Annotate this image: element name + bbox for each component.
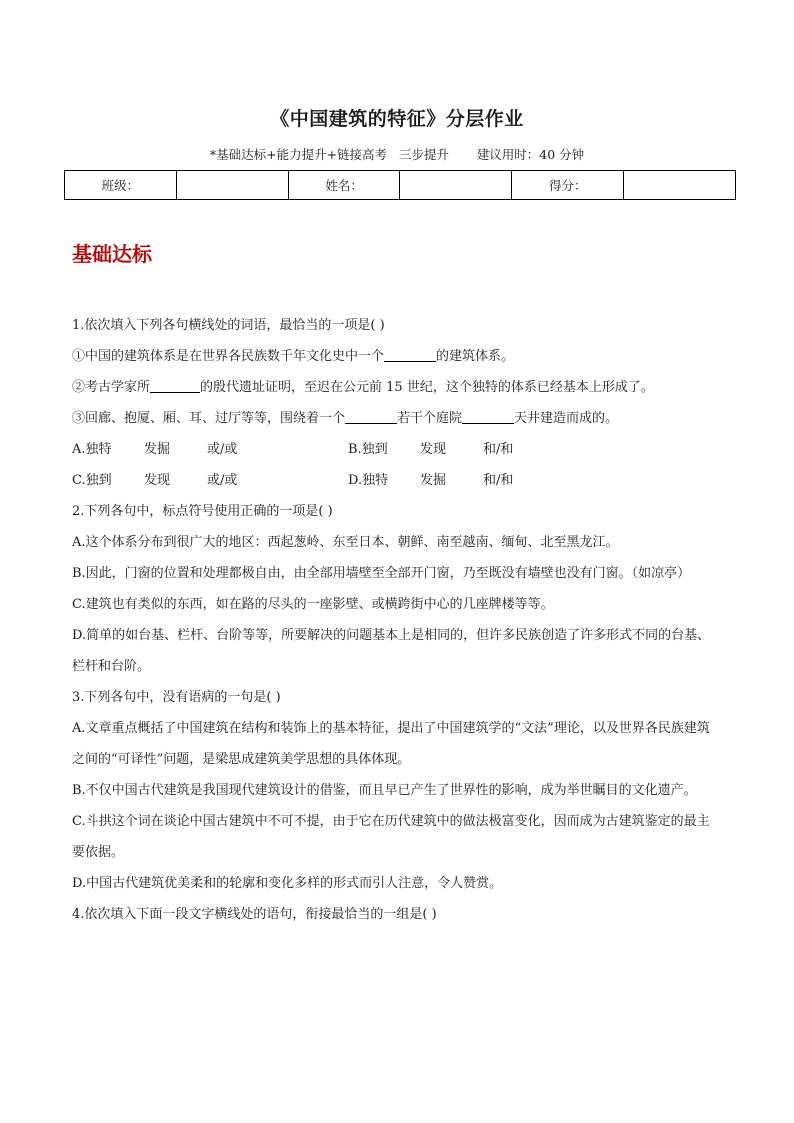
sentence-text: 的殷代遗址证明，至迟在公元前 15 世纪，这个独特的体系已经基本上形成了。 (200, 380, 654, 395)
question-2-option-b[interactable]: B.因此，门窗的位置和处理都极自由，由全部用墙壁至全部开门窗，乃至既没有墙壁也没有门窗。（如凉亭） (72, 566, 691, 581)
option-word: 或/或 (207, 473, 238, 488)
question-2-option-c[interactable]: C.建筑也有类似的东西，如在路的尽头的一座影壁、或横跨街中心的几座牌楼等等。 (72, 597, 554, 612)
option-word: B.独到 (348, 442, 388, 457)
name-label: 姓名： (288, 171, 400, 200)
question-1-sentence-3 (72, 403, 722, 434)
option-word: 和/和 (483, 473, 514, 488)
option-c[interactable] (72, 465, 348, 496)
option-word: 发掘 (144, 442, 171, 457)
option-word: 和/和 (483, 442, 514, 457)
name-field[interactable] (400, 171, 512, 200)
sentence-text: 天井建造而成的。 (514, 411, 619, 426)
question-4-stem: 4.依次填入下面一段文字横线处的语句，衔接最恰当的一组是( ) (72, 907, 437, 922)
document-subtitle: *基础达标+能力提升+链接高考 三步提升 建议用时：40 分钟 (209, 147, 585, 162)
option-word: 发现 (420, 442, 447, 457)
question-1-sentence-1 (72, 341, 722, 372)
option-word: 或/或 (207, 442, 238, 457)
question-3-option-a[interactable]: A.文章重点概括了中国建筑在结构和装饰上的基本特征，提出了中国建筑学的“文法”理论，以及世界各民族建筑之间的“可译性”问题，是梁思成建筑美学思想的具体体现。 (72, 721, 710, 767)
question-3-option-c[interactable]: C.斗拱这个词在谈论中国古建筑中不可不提，由于它在历代建筑中的做法极富变化，因而成为古建筑鉴定的最主要依据。 (72, 814, 710, 860)
option-word: 发现 (144, 473, 171, 488)
sentence-text: 若干个庭院 (397, 411, 463, 426)
fill-blank (150, 377, 200, 393)
question-1-sentence-2 (72, 372, 722, 403)
option-b[interactable] (348, 434, 624, 465)
question-2-option-a[interactable]: A.这个体系分布到很广大的地区：西起葱岭、东至日本、朝鲜、南至越南、缅甸、北至黑龙江。 (72, 535, 619, 550)
question-1-options-row-1 (72, 434, 722, 465)
question-2-stem: 2.下列各句中，标点符号使用正确的一项是( ) (72, 504, 333, 519)
question-3-option-b[interactable]: B.不仅中国古代建筑是我国现代建筑设计的借鉴，而且早已产生了世界性的影响，成为举世瞩目的文化遗产。 (72, 783, 697, 798)
question-1-stem: 1.依次填入下列各句横线处的词语，最恰当的一项是( ) (72, 318, 385, 333)
question-1-options-row-2 (72, 465, 722, 496)
document-title: 《中国建筑的特征》分层作业 (270, 108, 524, 130)
option-word: D.独特 (348, 473, 389, 488)
class-label: 班级： (65, 171, 177, 200)
option-a[interactable] (72, 434, 348, 465)
student-info-table (64, 170, 736, 200)
sentence-text: ①中国的建筑体系是在世界各民族数千年文化史中一个 (72, 349, 385, 364)
fill-blank (384, 346, 436, 362)
question-3-option-d[interactable]: D.中国古代建筑优美柔和的轮廓和变化多样的形式而引人注意，令人赞赏。 (72, 876, 503, 891)
option-word: C.独到 (72, 473, 112, 488)
fill-blank (462, 408, 514, 424)
score-label: 得分： (512, 171, 624, 200)
question-3-stem: 3.下列各句中，没有语病的一句是( ) (72, 690, 281, 705)
score-field[interactable] (624, 171, 736, 200)
sentence-text: ②考古学家所 (72, 380, 151, 395)
sentence-text: 的建筑体系。 (436, 349, 515, 364)
fill-blank (345, 408, 397, 424)
question-list (72, 310, 722, 930)
sentence-text: ③回廊、抱厦、厢、耳、过厅等等，围绕着一个 (72, 411, 346, 426)
section-heading: 基础达标 (72, 242, 152, 266)
class-field[interactable] (176, 171, 288, 200)
question-2-option-d[interactable]: D.简单的如台基、栏杆、台阶等等，所要解决的问题基本上是相同的，但许多民族创造了许多形式不同的台基、栏杆和台阶。 (72, 628, 711, 674)
option-word: A.独特 (72, 442, 112, 457)
option-d[interactable] (348, 465, 624, 496)
option-word: 发掘 (420, 473, 447, 488)
